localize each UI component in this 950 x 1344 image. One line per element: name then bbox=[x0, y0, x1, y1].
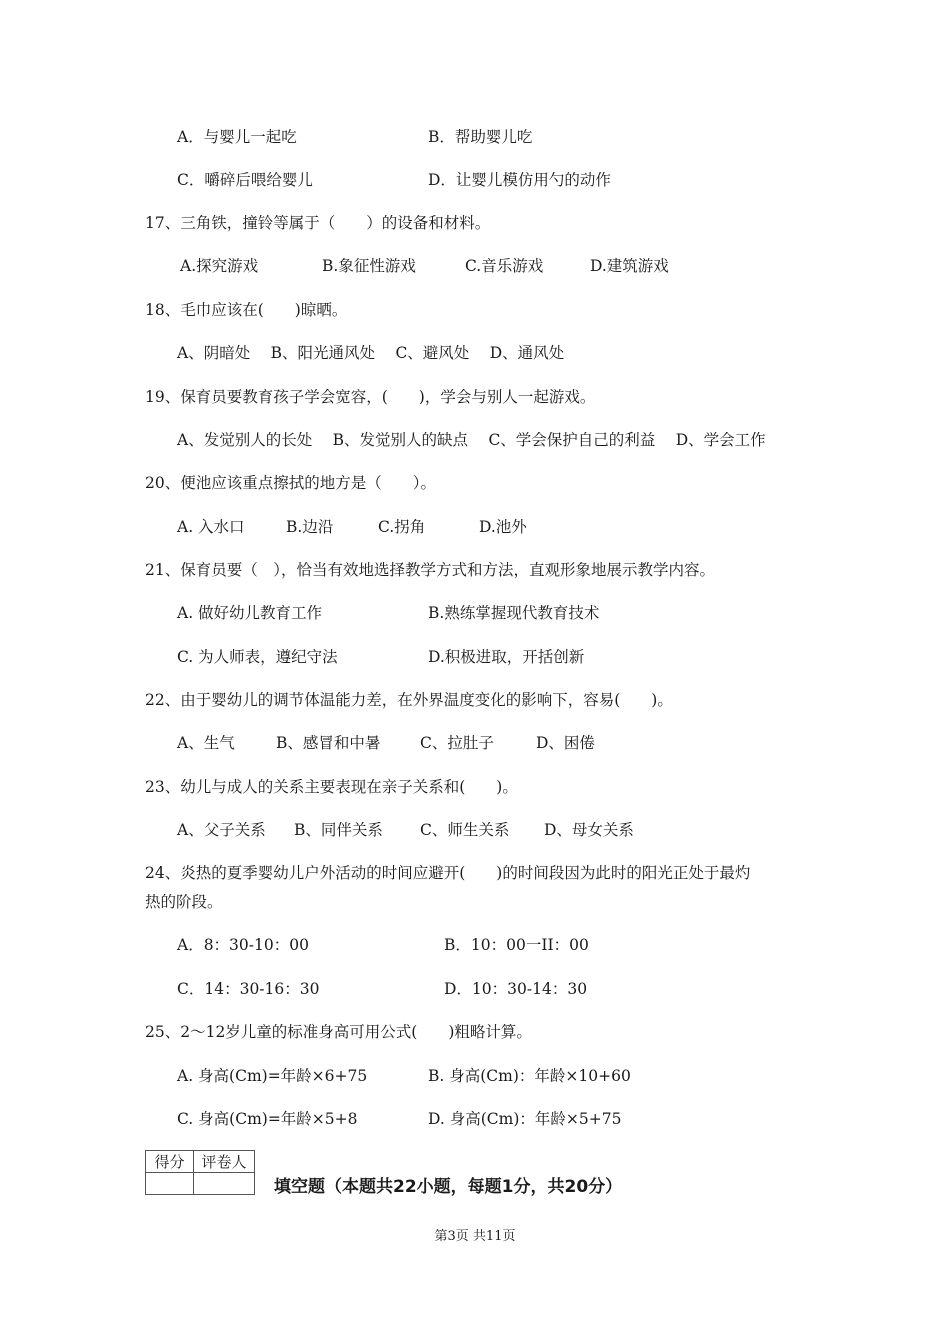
question-19: 19、保育员要教育孩子学会宽容，( )，学会与别人一起游戏。 bbox=[145, 388, 596, 406]
q18-options: A、阴暗处 B、阳光通风处 C、避风处 D、通风处 bbox=[177, 344, 565, 362]
score-table bbox=[145, 1150, 255, 1195]
q22-option-d: D、困倦 bbox=[536, 734, 595, 752]
q20-option-c: C.拐角 bbox=[378, 518, 426, 536]
q20-option-b: B.边沿 bbox=[286, 518, 334, 536]
q25-option-d: D. 身高(Cm)：年龄×5+75 bbox=[428, 1110, 622, 1128]
q19-options: A、发觉别人的长处 B、发觉别人的缺点 C、学会保护自己的利益 D、学会工作 bbox=[177, 431, 766, 449]
q24-option-d: D．10：30-14：30 bbox=[444, 980, 588, 998]
q16-option-b: B．帮助婴儿吃 bbox=[428, 128, 533, 146]
q23-option-d: D、母女关系 bbox=[544, 821, 634, 839]
q17-option-b: B.象征性游戏 bbox=[322, 257, 416, 275]
q24-option-b: B．10：00一II：00 bbox=[444, 936, 589, 954]
q22-option-a: A、生气 bbox=[177, 734, 235, 752]
score-cell bbox=[146, 1173, 194, 1195]
question-24-line2: 热的阶段。 bbox=[145, 893, 223, 911]
q16-option-d: D．让婴儿模仿用勺的动作 bbox=[428, 171, 611, 189]
question-17: 17、三角铁，撞铃等属于（ ）的设备和材料。 bbox=[145, 214, 491, 232]
q21-option-a: A. 做好幼儿教育工作 bbox=[177, 604, 323, 622]
question-24-line1: 24、炎热的夏季婴幼儿户外活动的时间应避开( )的时间段因为此时的阳光正处于最灼 bbox=[145, 864, 751, 882]
grader-cell bbox=[194, 1173, 255, 1195]
q21-option-d: D.积极进取，开括创新 bbox=[428, 648, 585, 666]
q21-option-b: B.熟练掌握现代教育技术 bbox=[428, 604, 600, 622]
q21-option-c: C. 为人师表，遵纪守法 bbox=[177, 648, 338, 666]
q25-option-a: A. 身高(Cm)=年龄×6+75 bbox=[177, 1067, 368, 1085]
score-header: 得分 bbox=[146, 1151, 194, 1173]
q23-option-b: B、同伴关系 bbox=[294, 821, 383, 839]
q17-option-c: C.音乐游戏 bbox=[465, 257, 544, 275]
q25-option-b: B. 身高(Cm)：年龄×10+60 bbox=[428, 1067, 631, 1085]
q20-option-a: A. 入水口 bbox=[177, 518, 245, 536]
q22-option-b: B、感冒和中暑 bbox=[276, 734, 381, 752]
q23-option-c: C、师生关系 bbox=[420, 821, 510, 839]
grader-header: 评卷人 bbox=[194, 1151, 255, 1173]
question-20: 20、便池应该重点擦拭的地方是（ ）。 bbox=[145, 474, 436, 492]
question-18: 18、毛巾应该在( )晾晒。 bbox=[145, 301, 348, 319]
q23-option-a: A、父子关系 bbox=[177, 821, 266, 839]
q22-option-c: C、拉肚子 bbox=[420, 734, 494, 752]
q16-option-a: A．与婴儿一起吃 bbox=[177, 128, 297, 146]
question-25: 25、2～12岁儿童的标准身高可用公式( )粗略计算。 bbox=[145, 1023, 532, 1041]
q25-option-c: C. 身高(Cm)=年龄×5+8 bbox=[177, 1110, 358, 1128]
section-title: 填空题（本题共22小题，每题1分，共20分） bbox=[274, 1177, 623, 1197]
q24-option-c: C．14：30-16：30 bbox=[177, 980, 320, 998]
q17-option-a: A.探究游戏 bbox=[180, 257, 259, 275]
question-22: 22、由于婴幼儿的调节体温能力差，在外界温度变化的影响下，容易( )。 bbox=[145, 691, 673, 709]
question-21: 21、保育员要（ ），恰当有效地选择教学方式和方法，直观形象地展示教学内容。 bbox=[145, 561, 715, 579]
page-footer: 第3页 共11页 bbox=[434, 1229, 516, 1244]
q17-option-d: D.建筑游戏 bbox=[590, 257, 669, 275]
question-23: 23、幼儿与成人的关系主要表现在亲子关系和( )。 bbox=[145, 778, 518, 796]
q20-option-d: D.池外 bbox=[479, 518, 527, 536]
q24-option-a: A．8：30-10：00 bbox=[177, 936, 309, 954]
q16-option-c: C．嚼碎后喂给婴儿 bbox=[177, 171, 313, 189]
